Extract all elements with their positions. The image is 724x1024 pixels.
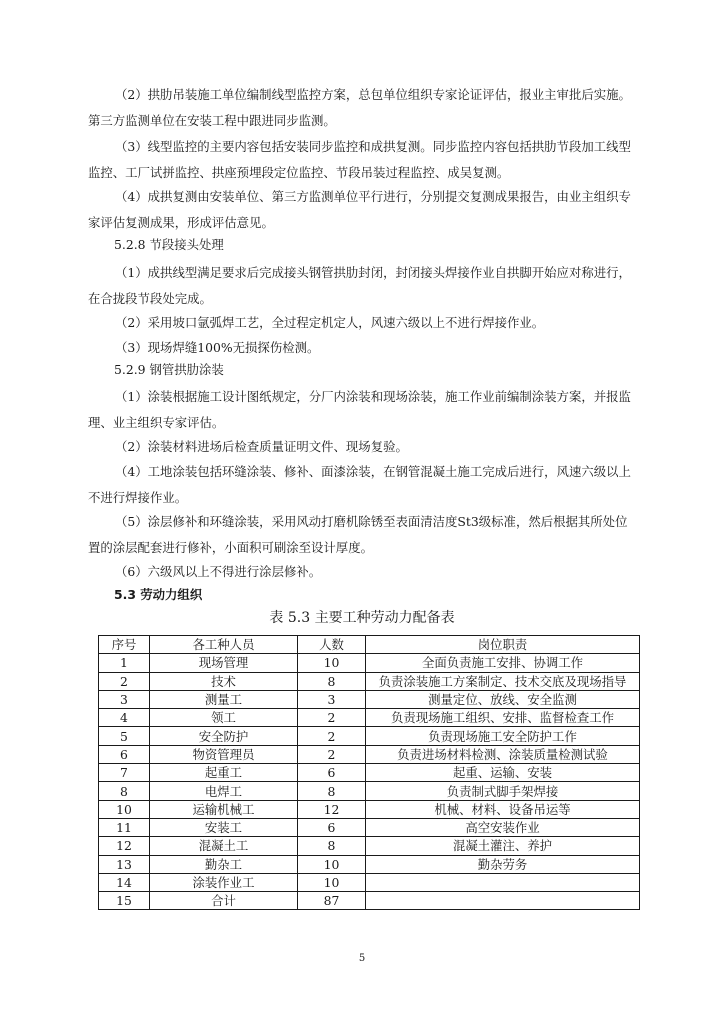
table-caption: 表 5.3 主要工种劳动力配备表 [269,610,455,626]
table-row [99,745,640,763]
table-row [99,690,640,708]
heading-5-2-9: 5.2.9 钢管拱肋涂装 [114,362,224,377]
cell-trade: 运输机械工 [150,800,298,818]
cell-no: 12 [99,837,150,855]
text-line: （2）涂装材料进场后检查质量证明文件、现场复验。 [115,439,408,454]
cell-trade: 安装工 [150,818,298,836]
cell-count: 10 [298,873,366,891]
cell-trade: 领工 [150,709,298,727]
table-row [99,800,640,818]
text-line: （2）采用坡口氩弧焊工艺，全过程定机定人，风速六级以上不进行焊接作业。 [115,315,545,330]
cell-count: 2 [298,745,366,763]
cell-duty [366,892,640,910]
cell-no: 5 [99,727,150,745]
cell-count: 8 [298,837,366,855]
cell-no: 15 [99,892,150,910]
paragraph-2-welding [88,310,640,336]
cell-duty: 负责进场材料检测、涂装质量检测试验 [366,745,640,763]
text-line: （4）成拱复测由安装单位、第三方监测单位平行进行，分别提交复测成果报告，由业主组织专 [115,189,631,204]
table-row [99,727,640,745]
cell-trade: 物资管理员 [150,745,298,763]
cell-count: 2 [298,709,366,727]
text-line: （1）成拱线型满足要求后完成接头钢管拱肋封闭，封闭接头焊接作业自拱脚开始应对称进行， [115,265,631,280]
text-line: （2）拱肋吊装施工单位编制线型监控方案，总包单位组织专家论证评估，报业主审批后实施。 [115,87,631,102]
paragraph-3-monitoring [88,134,640,186]
cell-duty: 负责现场施工组织、安排、监督检查工作 [366,709,640,727]
cell-count: 12 [298,800,366,818]
cell-trade: 技术 [150,672,298,690]
paragraph-4-retest [88,184,640,236]
paragraph-2-hoisting [88,82,640,134]
heading-5-2-8: 5.2.8 节段接头处理 [114,237,224,252]
cell-trade: 勤杂工 [150,855,298,873]
col-header-duty: 岗位职责 [366,636,640,654]
table-row [99,837,640,855]
cell-trade: 电焊工 [150,782,298,800]
paragraph-5-repair [88,509,640,561]
table-row [99,672,640,690]
col-header-count: 人数 [298,636,366,654]
col-header-no: 序号 [99,636,150,654]
cell-duty: 全面负责施工安排、协调工作 [366,654,640,672]
text-line: 家评估复测成果，形成评估意见。 [88,215,274,230]
table-row [99,855,640,873]
table-row [99,709,640,727]
cell-no: 3 [99,690,150,708]
cell-trade: 合计 [150,892,298,910]
cell-count: 3 [298,690,366,708]
cell-trade: 起重工 [150,764,298,782]
text-line: 置的涂层配套进行修补，小面积可刷涂至设计厚度。 [88,540,373,555]
table-row [99,892,640,910]
cell-trade: 安全防护 [150,727,298,745]
cell-no: 14 [99,873,150,891]
text-line: （5）涂层修补和环缝涂装，采用风动打磨机除锈至表面清洁度St3级标准，然后根据其所处位 [115,514,628,529]
cell-no: 6 [99,745,150,763]
cell-no: 1 [99,654,150,672]
paragraph-4-site-coating [88,459,640,511]
table-row [99,782,640,800]
text-line: （6）六级风以上不得进行涂层修补。 [115,564,322,579]
cell-no: 2 [99,672,150,690]
text-line: （4）工地涂装包括环缝涂装、修补、面漆涂装，在钢管混凝土施工完成后进行，风速六级以上 [115,464,631,479]
cell-trade: 混凝土工 [150,837,298,855]
cell-duty: 负责制式脚手架焊接 [366,782,640,800]
cell-count: 8 [298,672,366,690]
cell-count: 8 [298,782,366,800]
cell-duty: 高空安装作业 [366,818,640,836]
cell-no: 11 [99,818,150,836]
col-header-trade: 各工种人员 [150,636,298,654]
cell-trade: 涂装作业工 [150,873,298,891]
text-line: （1）涂装根据施工设计图纸规定，分厂内涂装和现场涂装，施工作业前编制涂装方案，并报监 [115,389,631,404]
cell-no: 8 [99,782,150,800]
labor-table [98,635,640,910]
cell-duty: 测量定位、放线、安全监测 [366,690,640,708]
paragraph-6-wind [88,559,640,585]
cell-count: 6 [298,818,366,836]
cell-no: 10 [99,800,150,818]
cell-duty: 负责现场施工安全防护工作 [366,727,640,745]
text-line: 监控、工厂试拼监控、拱座预埋段定位监控、节段吊装过程监控、成吴复测。 [88,165,510,180]
text-line: 不进行焊接作业。 [88,490,188,505]
cell-count: 10 [298,654,366,672]
text-line: （3）线型监控的主要内容包括安装同步监控和成拱复测。同步监控内容包括拱肋节段加工线型 [115,139,631,154]
paragraph-1-coating-plan [88,384,640,436]
table-row [99,654,640,672]
text-line: 在合拢段节段处完成。 [88,291,212,306]
text-line: 理、业主组织专家评估。 [88,415,225,430]
cell-duty: 机械、材料、设备吊运等 [366,800,640,818]
cell-duty: 勤杂劳务 [366,855,640,873]
text-line: 第三方监测单位在安装工程中跟进同步监测。 [88,113,336,128]
cell-duty: 混凝土灌注、养护 [366,837,640,855]
cell-duty: 负责涂装施工方案制定、技术交底及现场指导 [366,672,640,690]
cell-count: 87 [298,892,366,910]
table-row [99,873,640,891]
cell-duty: 起重、运输、安装 [366,764,640,782]
table-body [99,654,640,910]
paragraph-3-ndt [88,335,640,361]
cell-trade: 现场管理 [150,654,298,672]
cell-count: 2 [298,727,366,745]
table-row [99,764,640,782]
heading-5-3: 5.3 劳动力组织 [114,587,203,602]
page-number: 5 [358,953,366,964]
cell-no: 4 [99,709,150,727]
table-row [99,818,640,836]
cell-count: 10 [298,855,366,873]
paragraph-1-closure [88,260,640,312]
cell-trade: 测量工 [150,690,298,708]
cell-duty [366,873,640,891]
cell-no: 7 [99,764,150,782]
cell-count: 6 [298,764,366,782]
text-line: （3）现场焊缝100%无损探伤检测。 [115,340,320,355]
paragraph-2-materials [88,434,640,460]
cell-no: 13 [99,855,150,873]
table-header-row [99,636,640,654]
